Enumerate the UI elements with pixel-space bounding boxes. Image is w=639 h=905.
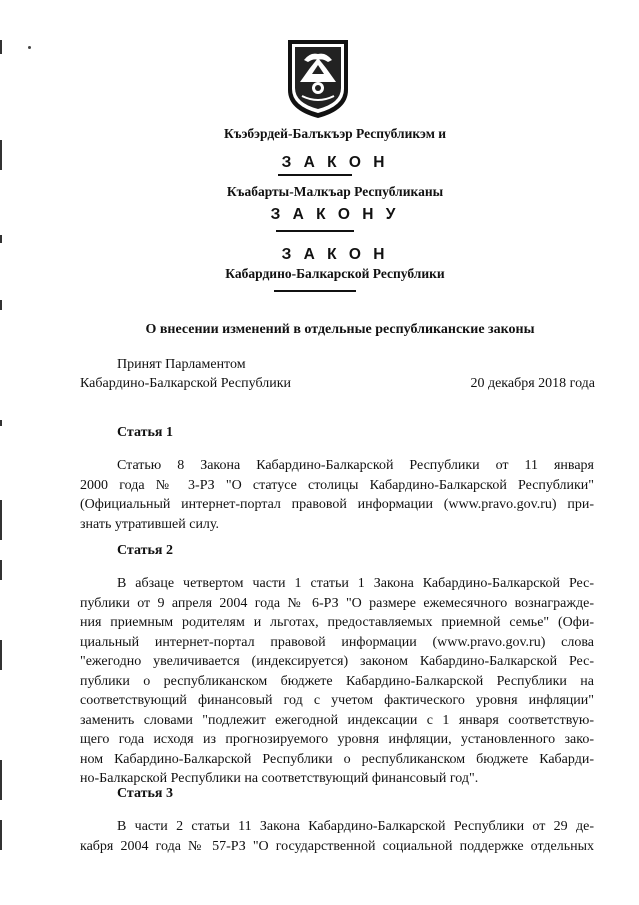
article-3-text bbox=[80, 817, 594, 856]
balkar-law-word: З А К О Н У bbox=[270, 206, 400, 223]
text-line: но-Балкарской Республики на соответствующий финансовый год". bbox=[80, 771, 479, 786]
article-2-text bbox=[80, 574, 594, 789]
scan-edge-mark bbox=[0, 235, 2, 243]
text-line: знать утратившей силу. bbox=[80, 516, 220, 532]
text-line: циальный интернет-портал правовой информации (www.pravo.gov.ru) слова bbox=[80, 634, 594, 650]
scan-edge-mark bbox=[0, 640, 2, 670]
text-line: ния приемным родителям и льготах, предоставляемых приемной семье" (Офи- bbox=[80, 615, 594, 630]
scan-edge-mark bbox=[0, 820, 2, 850]
text-line: В абзаце четвертом части 1 статьи 1 Закона Кабардино-Балкарской Рес- bbox=[117, 576, 594, 591]
article-3-heading: Статья 3 bbox=[117, 786, 173, 801]
adopted-by-line: Принят Парламентом bbox=[117, 357, 246, 372]
text-line: публики от 9 апреля 2004 года № 6-РЗ "О размере ежемесячного вознагражде- bbox=[80, 595, 594, 611]
scan-edge-mark bbox=[0, 140, 2, 170]
text-line: (Официальный интернет-портал правовой информации (www.pravo.gov.ru) при- bbox=[80, 497, 594, 512]
kabardian-republic-line: Къэбэрдей-Балъкъэр Республикэм и bbox=[223, 126, 447, 141]
header-russian bbox=[160, 246, 510, 282]
article-1-text bbox=[80, 456, 594, 534]
adoption-date: 20 декабря 2018 года bbox=[470, 376, 595, 391]
text-line: В части 2 статьи 11 Закона Кабардино-Балкарской Республики от 29 де- bbox=[117, 819, 594, 834]
article-2-heading: Статья 2 bbox=[117, 543, 173, 558]
balkar-republic-line: Къабарты-Малкъар Республиканы bbox=[226, 184, 444, 199]
header-kabardian bbox=[160, 126, 510, 172]
document-title: О внесении изменений в отдельные республиканские законы bbox=[145, 322, 535, 337]
text-line: заменить словами "подлежит ежегодной индексации с 1 января соответствую- bbox=[80, 712, 594, 728]
scan-edge-mark bbox=[0, 40, 2, 54]
text-line: Статью 8 Закона Кабардино-Балкарской Республики от 11 января bbox=[117, 458, 594, 473]
scan-edge-mark bbox=[0, 760, 2, 800]
text-line: щего года исходя из прогнозируемого уровня инфляции, установленного зако- bbox=[80, 732, 594, 747]
scan-edge-mark bbox=[0, 500, 2, 540]
header-balkar bbox=[160, 184, 510, 224]
divider-rule bbox=[274, 290, 356, 292]
russian-law-word: З А К О Н bbox=[281, 246, 389, 263]
text-line: кабря 2004 года № 57-РЗ "О государственной социальной поддержке отдельных bbox=[80, 838, 594, 854]
scan-edge-mark bbox=[0, 300, 2, 310]
text-line: "ежегодно увеличивается (индексируется) законом Кабардино-Балкарской Рес- bbox=[80, 654, 594, 669]
kabardian-law-word: З А К О Н bbox=[281, 154, 389, 171]
text-line: соответствующий финансовый год с учетом фактического уровня инфляции" bbox=[80, 693, 594, 708]
scan-dust-dot bbox=[28, 46, 31, 49]
scan-edge-mark bbox=[0, 560, 2, 580]
adopted-by-parliament-line: Кабардино-Балкарской Республики bbox=[80, 376, 291, 391]
scan-edge-mark bbox=[0, 420, 2, 426]
article-1-heading: Статья 1 bbox=[117, 425, 173, 440]
divider-rule bbox=[276, 230, 354, 232]
text-line: публики о республиканском бюджете Кабардино-Балкарской Республики на bbox=[80, 673, 594, 689]
coat-of-arms-emblem bbox=[286, 38, 350, 120]
text-line: 2000 года № 3-РЗ "О статусе столицы Кабардино-Балкарской Республики" bbox=[80, 477, 594, 493]
russian-republic-line: Кабардино-Балкарской Республики bbox=[225, 266, 445, 281]
text-line: ном Кабардино-Балкарской Республики о республиканском бюджете Кабарди- bbox=[80, 751, 594, 767]
divider-rule bbox=[278, 174, 352, 176]
